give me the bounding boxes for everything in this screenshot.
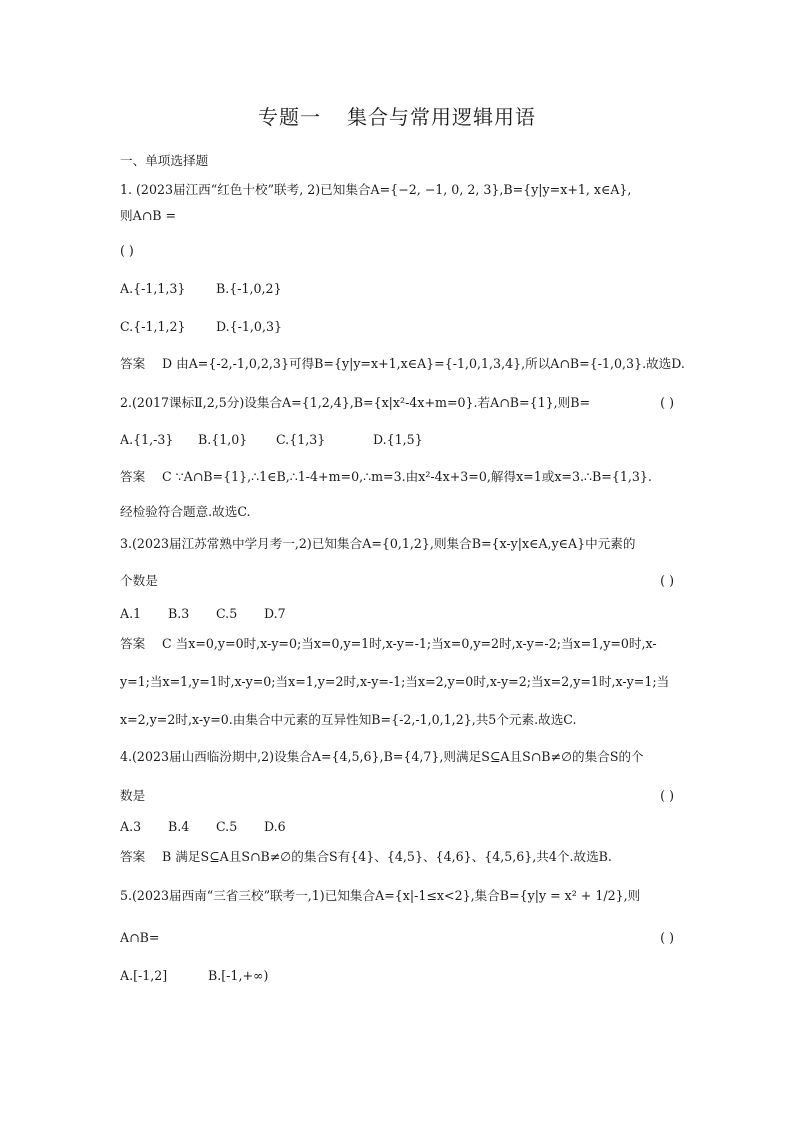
q4-option-a: A.3: [120, 819, 142, 834]
q4-options: [120, 818, 680, 836]
q5-stem-text-2: A∩B=: [120, 930, 160, 945]
q2-option-d: D.{1,5}: [373, 432, 423, 447]
q2-answer-label: 答案: [120, 469, 146, 484]
q3-answer-line-3: x=2,y=2时,x-y=0.由集合中元素的互异性知B={-2,-1,0,1,2},共5个元素.故选C.: [120, 712, 577, 727]
q4-option-c: C.5: [216, 819, 238, 834]
q1-option-d: D.{-1,0,3}: [216, 319, 282, 334]
q2-options: [120, 431, 680, 449]
page-title: [0, 101, 794, 130]
q3-stem-line-2: [120, 572, 680, 590]
q3-answer-line-2: y=1;当x=1,y=1时,x-y=0;当x=1,y=2时,x-y=-1;当x=2,y=0时,x-y=2;当x=2,y=1时,x-y=1;当: [120, 674, 670, 689]
q5-stem-line-1: 5.(2023届西南“三省三校”联考一,1)已知集合A={x|-1≤x<2},集合B={y|y = x² + 1/2},则: [120, 888, 641, 903]
q3-answer-label: 答案: [120, 636, 146, 651]
q3-option-c: C.5: [216, 606, 238, 621]
q3-stem-text-2: 个数是: [120, 573, 158, 588]
title-part-2: 集合与常用逻辑用语: [347, 105, 536, 129]
q4-answer-text: B 满足S⊆A且S∩B≠∅的集合S有{4}、{4,5}、{4,6}、{4,5,6},共4个.故选B.: [162, 849, 612, 864]
title-part-1: 专题一: [258, 105, 321, 129]
q2-option-a: A.{1,-3}: [120, 432, 174, 447]
q4-option-b: B.4: [168, 819, 190, 834]
q2-answer-line-1: [120, 468, 680, 486]
q3-option-b: B.3: [168, 606, 190, 621]
q5-option-a: A.[-1,2]: [120, 968, 168, 983]
q1-option-b: B.{-1,0,2}: [216, 281, 282, 296]
q5-answer-paren: ( ): [660, 930, 674, 945]
q5-options: [120, 967, 680, 985]
q1-stem-line-1: 1. (2023届江西“红色十校”联考, 2)已知集合A={−2, −1, 0, 2, 3},B={y|y=x+1, x∈A},: [120, 182, 632, 197]
q4-stem-line-2: [120, 787, 680, 805]
q3-option-a: A.1: [120, 606, 142, 621]
q1-answer-label: 答案: [120, 356, 146, 371]
q3-answer-text-1: C 当x=0,y=0时,x-y=0;当x=0,y=1时,x-y=-1;当x=0,y=2时,x-y=-2;当x=1,y=0时,x-: [162, 636, 657, 651]
q3-option-d: D.7: [264, 606, 286, 621]
q2-stem: [120, 394, 680, 412]
q3-stem-line-1: 3.(2023届江苏常熟中学月考一,2)已知集合A={0,1,2},则集合B={x-y|x∈A,y∈A}中元素的: [120, 536, 636, 551]
q4-stem-line-1: 4.(2023届山西临汾期中,2)设集合A={4,5,6},B={4,7},则满足S⊆A且S∩B≠∅的集合S的个: [120, 749, 644, 764]
q3-answer-line-1: [120, 635, 680, 653]
q2-option-b: B.{1,0}: [198, 432, 248, 447]
q3-answer-paren: ( ): [660, 573, 674, 588]
q1-options-row-1: [120, 280, 680, 298]
q2-answer-line-2: 经检验符合题意.故选C.: [120, 504, 251, 519]
q4-answer-paren: ( ): [660, 788, 674, 803]
q4-option-d: D.6: [264, 819, 286, 834]
q2-answer-text-1: C ∵A∩B={1},∴1∈B,∴1-4+m=0,∴m=3.由x²-4x+3=0,解得x=1或x=3.∴B={1,3}.: [162, 469, 652, 484]
q1-options-row-2: [120, 318, 680, 336]
q5-stem-line-2: [120, 929, 680, 947]
q2-option-c: C.{1,3}: [276, 432, 326, 447]
q1-stem-line-2: 则A∩B =: [120, 208, 177, 223]
q1-answer-paren: ( ): [120, 243, 134, 258]
q1-answer-text: D 由A={-2,-1,0,2,3}可得B={y|y=x+1,x∈A}={-1,0,1,3,4},所以A∩B={-1,0,3}.故选D.: [162, 356, 685, 371]
q4-answer-label: 答案: [120, 849, 146, 864]
q2-answer-paren: ( ): [660, 395, 674, 410]
q1-option-a: A.{-1,1,3}: [120, 281, 186, 296]
q4-stem-text-2: 数是: [120, 788, 146, 803]
q5-option-b: B.[-1,+∞): [208, 968, 269, 983]
q2-stem-text: 2.(2017课标Ⅱ,2,5分)设集合A={1,2,4},B={x|x²-4x+m=0}.若A∩B={1},则B=: [120, 395, 591, 410]
q1-answer: [120, 355, 685, 373]
q3-options: [120, 605, 680, 623]
q1-option-c: C.{-1,1,2}: [120, 319, 186, 334]
section-heading: 一、单项选择题: [120, 153, 209, 168]
q4-answer: [120, 848, 680, 866]
